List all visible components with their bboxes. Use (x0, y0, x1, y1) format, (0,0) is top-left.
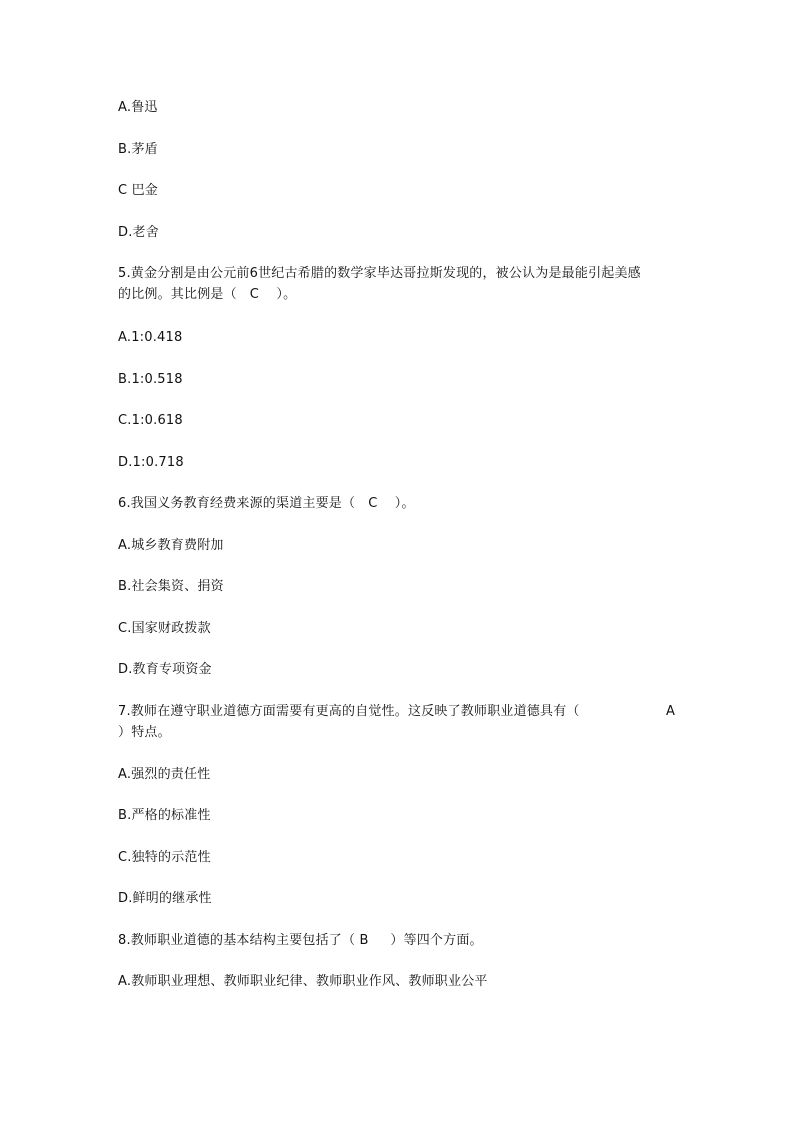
q6-option-a: A.城乡教育费附加 (118, 538, 224, 553)
q5-option-b: B.1:0.518 (118, 372, 183, 387)
q5-option-a: A.1:0.418 (118, 330, 183, 345)
question-6-line-1: 6.我国义务教育经费来源的渠道主要是（ C ）。 (118, 496, 415, 511)
question-5-line-1: 5.黄金分割是由公元前6世纪古希腊的数学家毕达哥拉斯发现的，被公认为是最能引起美感 (118, 266, 641, 281)
q8-option-a: A.教师职业理想、教师职业纪律、教师职业作风、教师职业公平 (118, 974, 488, 989)
q6-option-c: C.国家财政拨款 (118, 621, 211, 636)
q7-option-c: C.独特的示范性 (118, 850, 211, 865)
q7-option-b: B.严格的标准性 (118, 808, 211, 823)
q5-option-c: C.1:0.618 (118, 413, 183, 428)
option-c-bajin: C 巴金 (118, 183, 159, 198)
q6-option-b: B.社会集资、捐资 (118, 579, 224, 594)
q7-option-d: D.鲜明的继承性 (118, 891, 212, 906)
option-a-luxun: A.鲁迅 (118, 100, 158, 115)
question-8-line-1: 8.教师职业道德的基本结构主要包括了（ B ）等四个方面。 (118, 933, 483, 948)
q7-option-a: A.强烈的责任性 (118, 767, 211, 782)
question-7-answer: A (666, 704, 675, 719)
option-b-maodun: B.茅盾 (118, 142, 158, 157)
q5-option-d: D.1:0.718 (118, 455, 184, 470)
option-d-laoshe: D.老舍 (118, 225, 159, 240)
question-5-line-2: 的比例。其比例是（ C ）。 (118, 287, 297, 302)
question-7-line-2: ）特点。 (118, 725, 171, 740)
question-7-line-1: 7.教师在遵守职业道德方面需要有更高的自觉性。这反映了教师职业道德具有（ (118, 704, 580, 719)
q6-option-d: D.教育专项资金 (118, 662, 212, 677)
